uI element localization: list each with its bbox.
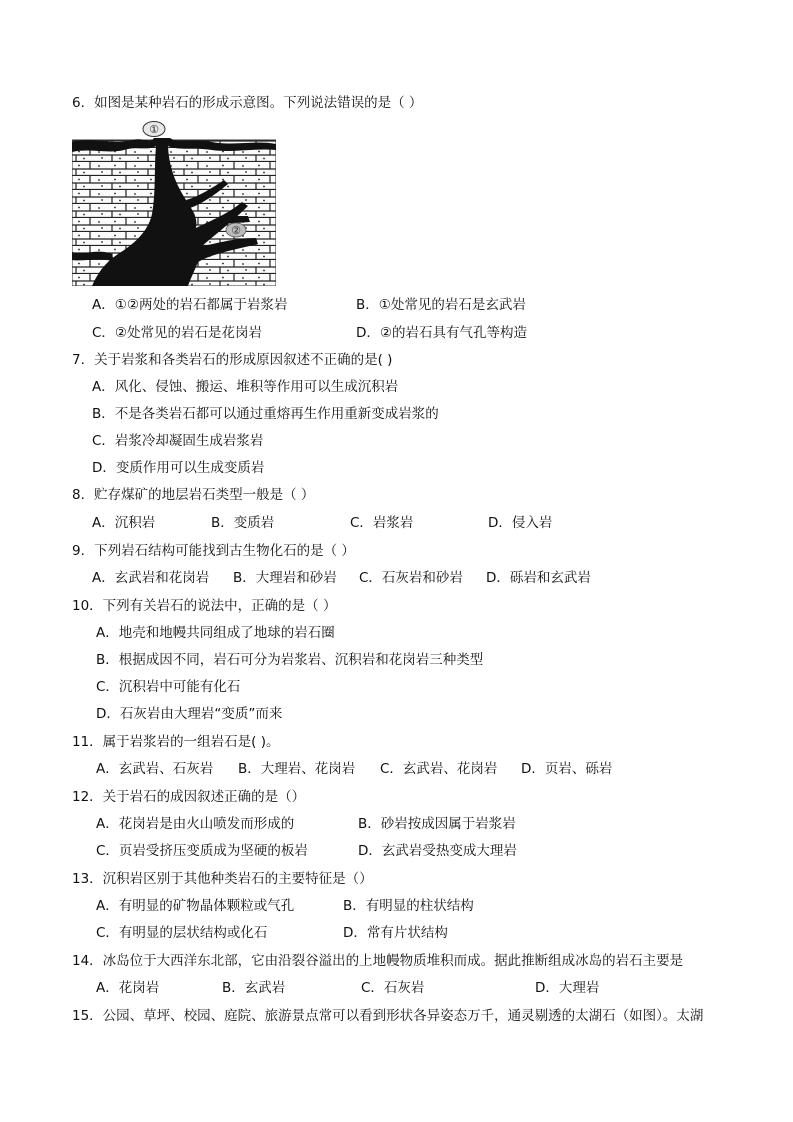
q13-option-d[interactable]: D．常有片状结构: [343, 925, 448, 941]
question-15-stem: 15．公园、草坪、校园、庭院、旅游景点常可以看到形状各异姿态万千，通灵剔透的太湖石（如图）。太湖: [72, 1008, 704, 1024]
q12-option-c[interactable]: C．页岩受挤压变质成为坚硬的板岩: [96, 843, 308, 859]
q10-option-c[interactable]: C．沉积岩中可能有化石: [96, 679, 241, 695]
q6-option-c[interactable]: C．②处常见的岩石是花岗岩: [92, 325, 263, 341]
q7-option-d[interactable]: D．变质作用可以生成变质岩: [92, 460, 265, 476]
q9-option-a[interactable]: A．玄武岩和花岗岩: [92, 570, 210, 586]
question-9-stem: 9．下列岩石结构可能找到古生物化石的是（ ）: [72, 543, 355, 559]
q8-option-b[interactable]: B．变质岩: [211, 515, 275, 531]
question-7-stem: 7．关于岩浆和各类岩石的形成原因叙述不正确的是( ): [72, 352, 393, 368]
q8-option-c[interactable]: C．岩浆岩: [350, 515, 414, 531]
question-11-stem: 11．属于岩浆岩的一组岩石是( )。: [72, 734, 280, 750]
q7-option-c[interactable]: C．岩浆冷却凝固生成岩浆岩: [92, 433, 264, 449]
q12-option-d[interactable]: D．玄武岩受热变成大理岩: [358, 843, 517, 859]
q10-option-b[interactable]: B．根据成因不同，岩石可分为岩浆岩、沉积岩和花岗岩三种类型: [96, 652, 484, 668]
q13-option-a[interactable]: A．有明显的矿物晶体颗粒或气孔: [96, 898, 295, 914]
question-12-stem: 12．关于岩石的成因叙述正确的是（）: [72, 789, 306, 805]
q11-option-a[interactable]: A．玄武岩、石灰岩: [96, 761, 214, 777]
q6-option-b[interactable]: B．①处常见的岩石是玄武岩: [356, 297, 526, 313]
rock-layers-figure: [72, 120, 276, 286]
question-13-stem: 13．沉积岩区别于其他种类岩石的主要特征是（）: [72, 871, 373, 887]
q12-option-a[interactable]: A．花岗岩是由火山喷发而形成的: [96, 816, 295, 832]
q10-option-d[interactable]: D．石灰岩由大理岩“变质”而来: [96, 706, 283, 722]
q12-option-b[interactable]: B．砂岩按成因属于岩浆岩: [358, 816, 516, 832]
q13-option-b[interactable]: B．有明显的柱状结构: [343, 898, 474, 914]
figure-label-1: ①: [149, 123, 159, 136]
q14-option-a[interactable]: A．花岗岩: [96, 980, 160, 996]
q13-option-c[interactable]: C．有明显的层状结构或化石: [96, 925, 268, 941]
q8-option-d[interactable]: D．侵入岩: [488, 515, 553, 531]
q14-option-b[interactable]: B．玄武岩: [222, 980, 286, 996]
q9-option-c[interactable]: C．石灰岩和砂岩: [359, 570, 463, 586]
q6-option-d[interactable]: D．②的岩石具有气孔等构造: [356, 325, 527, 341]
q11-option-b[interactable]: B．大理岩、花岗岩: [238, 761, 356, 777]
q8-option-a[interactable]: A．沉积岩: [92, 515, 156, 531]
q14-option-c[interactable]: C．石灰岩: [361, 980, 425, 996]
q6-option-a[interactable]: A．①②两处的岩石都属于岩浆岩: [92, 297, 288, 313]
q10-option-a[interactable]: A．地壳和地幔共同组成了地球的岩石圈: [96, 625, 335, 641]
q7-option-b[interactable]: B．不是各类岩石都可以通过重熔再生作用重新变成岩浆的: [92, 406, 439, 422]
q14-option-d[interactable]: D．大理岩: [535, 980, 600, 996]
q11-option-c[interactable]: C．玄武岩、花岗岩: [380, 761, 498, 777]
q7-option-a[interactable]: A．风化、侵蚀、搬运、堆积等作用可以生成沉积岩: [92, 379, 399, 395]
q9-option-b[interactable]: B．大理岩和砂岩: [233, 570, 337, 586]
q11-option-d[interactable]: D．页岩、砾岩: [521, 761, 613, 777]
figure-label-2: ②: [231, 224, 241, 237]
rock-formation-diagram: [72, 120, 276, 286]
question-14-stem: 14．冰岛位于大西洋东北部，它由沿裂谷溢出的上地幔物质堆积而成。据此推断组成冰岛的岩石主要是: [72, 953, 684, 969]
q9-option-d[interactable]: D．砾岩和玄武岩: [486, 570, 591, 586]
question-10-stem: 10．下列有关岩石的说法中，正确的是（ ）: [72, 598, 337, 614]
question-8-stem: 8．贮存煤矿的地层岩石类型一般是（ ）: [72, 487, 315, 503]
question-6-stem: 6．如图是某种岩石的形成示意图。下列说法错误的是（ ）: [72, 95, 423, 111]
